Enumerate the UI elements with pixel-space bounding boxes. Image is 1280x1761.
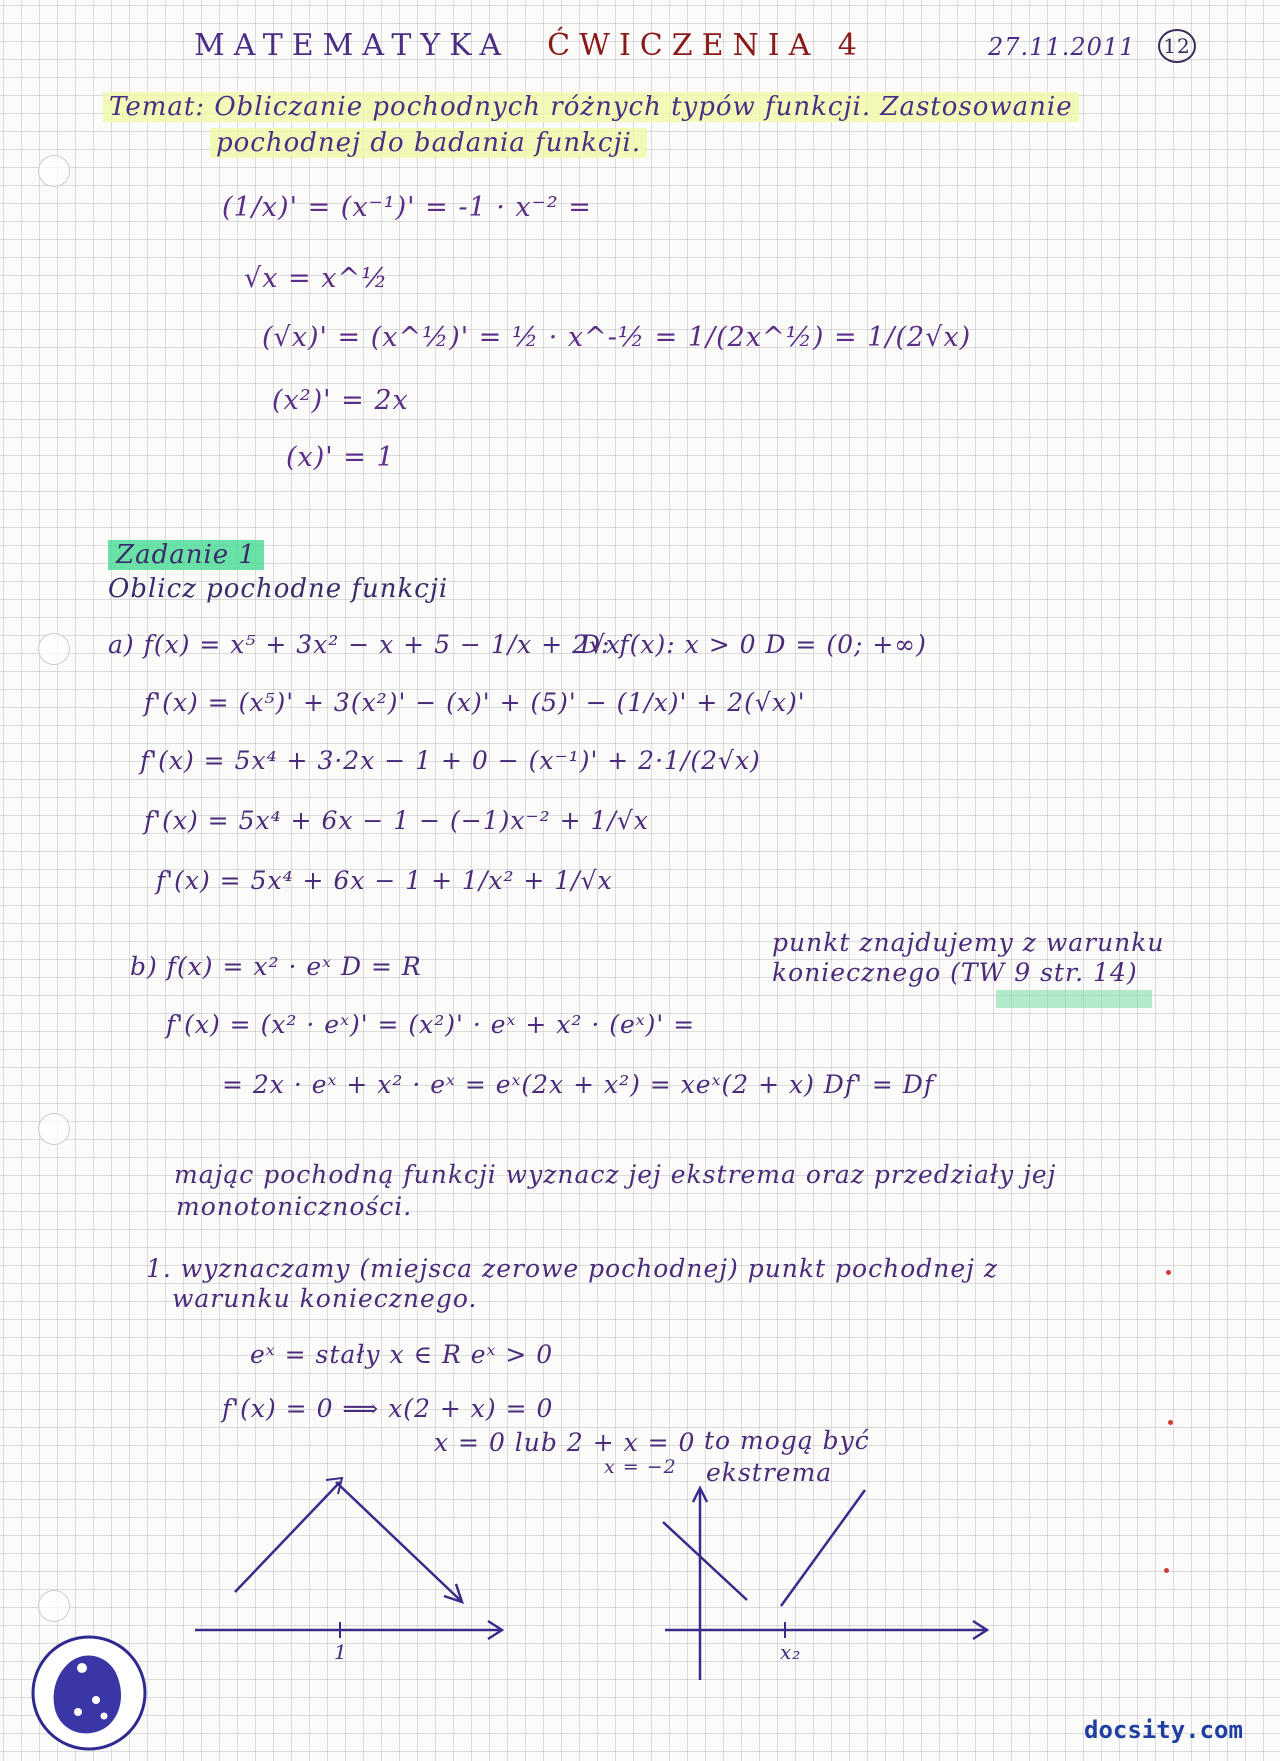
punch-hole (38, 633, 70, 665)
task-b-note-line-1: punkt znajdujemy z warunku (772, 928, 1165, 957)
task-b-note-line-2: koniecznego (TW 9 str. 14) (772, 958, 1138, 987)
margin-dot (1164, 1568, 1169, 1573)
page-title: MATEMATYKA ĆWICZENIA 4 (194, 28, 866, 63)
sketch-graph-maximum (190, 1470, 520, 1670)
formula-reciprocal: (1/x)' = (x⁻¹)' = -1 · x⁻² = (222, 192, 592, 223)
task-a-step-1: f'(x) = (x⁵)' + 3(x²)' − (x)' + (5)' − (1/x)' + 2(√x)' (144, 688, 806, 717)
formula-sqrt-power: √x = x^½ (244, 263, 389, 294)
punch-hole (38, 1590, 70, 1622)
study-zero-condition: f'(x) = 0 ⟹ x(2 + x) = 0 (222, 1394, 554, 1423)
task-b-step-1: f'(x) = (x² · eˣ)' = (x²)' · eˣ + x² · (eˣ)' = (166, 1010, 696, 1039)
study-step-1-line-1: 1. wyznaczamy (miejsca zerowe pochodnej) punkt pochodnej z (146, 1254, 999, 1283)
docsity-logo-icon (30, 1634, 148, 1752)
punch-hole (38, 1113, 70, 1145)
study-intro-line-2: monotoniczności. (176, 1192, 413, 1221)
sketch-right-tick-label: x₂ (780, 1640, 802, 1664)
sketch-left-tick-label: 1 (334, 1640, 348, 1664)
task-a-result: f'(x) = 5x⁴ + 6x − 1 + 1/x² + 1/√x (156, 866, 613, 895)
docsity-watermark[interactable]: docsity.com (1084, 1716, 1243, 1744)
formula-sqrt-derivative: (√x)' = (x^½)' = ½ · x^-½ = 1/(2x^½) = 1/(2√x) (262, 322, 972, 353)
study-step-1-line-2: warunku koniecznego. (172, 1284, 478, 1313)
task-a-function: a) f(x) = x⁵ + 3x² − x + 5 − 1/x + 2√x (108, 630, 622, 659)
study-intro-line-1: mając pochodną funkcji wyznacz jej ekstrema oraz przedziały jej (174, 1160, 1057, 1189)
page-number: 12 (1158, 29, 1196, 63)
task-heading: Zadanie 1 (108, 540, 264, 570)
task-a-step-2: f'(x) = 5x⁴ + 3·2x − 1 + 0 − (x⁻¹)' + 2·1/(2√x) (140, 746, 761, 775)
task-instruction: Oblicz pochodne funkcji (108, 574, 449, 604)
margin-dot (1166, 1270, 1171, 1275)
punch-hole (38, 155, 70, 187)
sketch-graph-minimum (655, 1470, 995, 1690)
task-b-function: b) f(x) = x² · eˣ D = R (130, 952, 422, 981)
study-note-extrema: ekstrema (706, 1458, 833, 1487)
date: 27.11.2011 (988, 33, 1136, 61)
formula-square-derivative: (x²)' = 2x (272, 385, 409, 416)
study-exp-positive: eˣ = stały x ∈ R eˣ > 0 (250, 1340, 554, 1369)
topic-line-1: Temat: Obliczanie pochodnych różnych typów funkcji. Zastosowanie (103, 92, 1079, 122)
study-roots: x = 0 lub 2 + x = 0 (434, 1428, 696, 1457)
formula-x-derivative: (x)' = 1 (286, 442, 395, 473)
topic-line-2: pochodnej do badania funkcji. (210, 128, 647, 158)
study-root-second: x = −2 (604, 1456, 677, 1478)
task-a-domain: D: f(x): x > 0 D = (0; +∞) (580, 630, 927, 659)
highlight-mark (996, 990, 1152, 1008)
task-b-result: = 2x · eˣ + x² · eˣ = eˣ(2x + x²) = xeˣ(2 + x) Df' = Df (222, 1070, 935, 1099)
exercise-label: ĆWICZENIA 4 (547, 28, 866, 63)
task-a-step-3: f'(x) = 5x⁴ + 6x − 1 − (−1)x⁻² + 1/√x (144, 806, 649, 835)
study-note: to mogą być (704, 1426, 870, 1455)
margin-dot (1168, 1420, 1173, 1425)
